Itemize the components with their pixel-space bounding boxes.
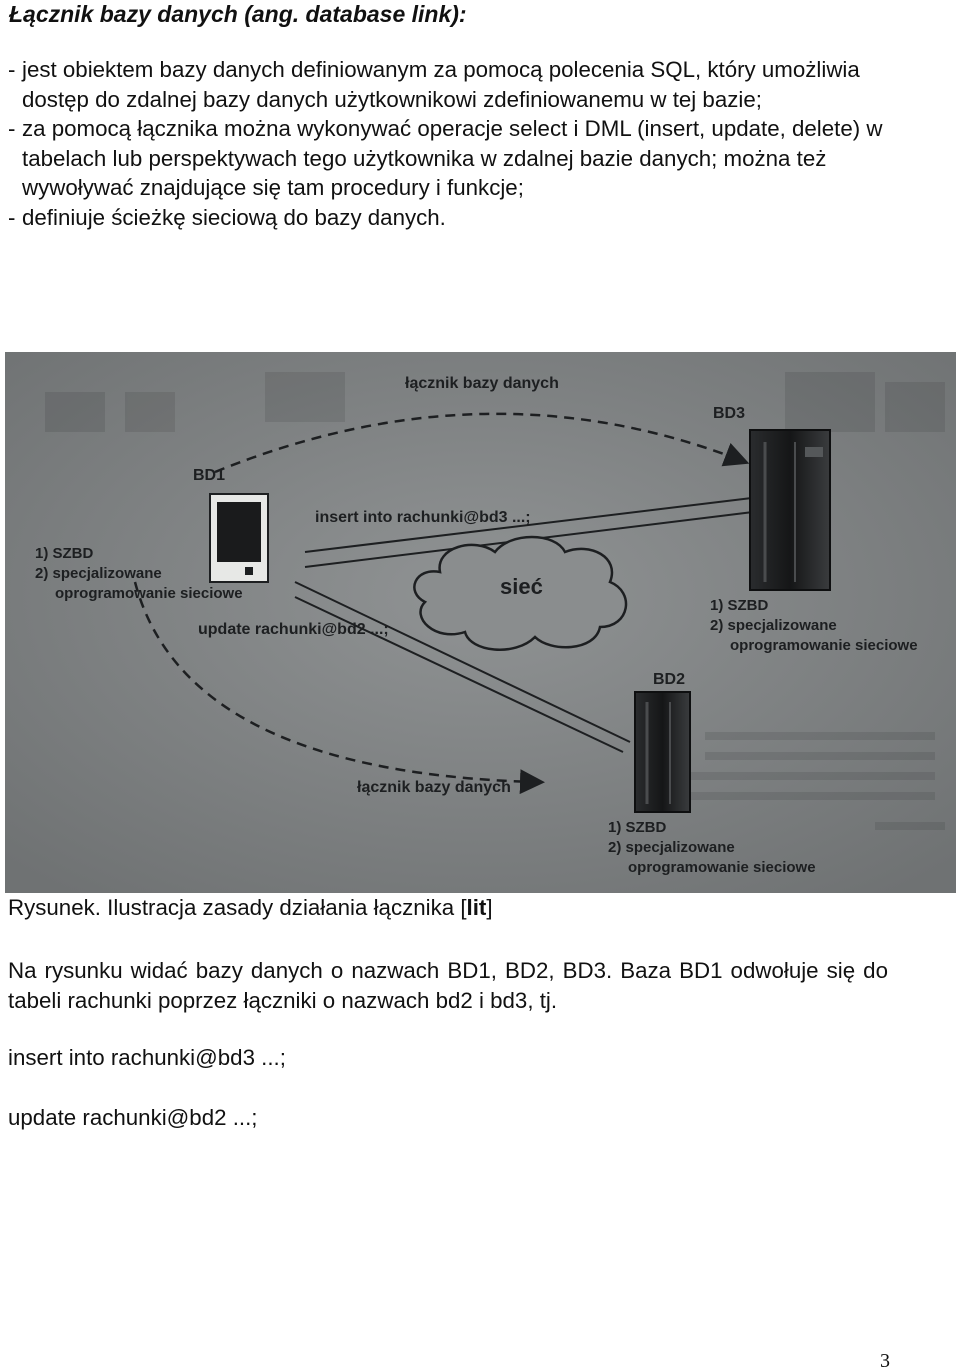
definition-item	[8, 55, 908, 114]
definition-item	[8, 114, 908, 203]
update-example: update rachunki@bd2 ...;	[8, 1105, 258, 1130]
bd3-label: BD3	[713, 405, 746, 422]
figure-caption	[8, 894, 493, 922]
network-label: sieć	[500, 574, 543, 599]
heading-term: Łącznik bazy danych	[9, 1, 238, 27]
bullet-dash: -	[8, 116, 16, 142]
bd1-list-item: 2) specjalizowane	[35, 565, 162, 582]
insert-command-label: insert into rachunki@bd3 ...;	[315, 509, 531, 526]
bd1-label: BD1	[193, 467, 226, 484]
bd3-server-icon	[750, 430, 830, 590]
bd2-list-item: 2) specjalizowane	[608, 839, 735, 856]
page-number: 3	[880, 1350, 890, 1372]
update-command-label: update rachunki@bd2 ...;	[198, 621, 389, 638]
definition-text: za pomocą łącznika można wykonywać operacje select i DML (insert, update, delete) w tabelach lub perspektywach tego użytkownika w zdalnej bazie danych; można też wywoływać znajdujące się tam procedury i funkcje;	[22, 116, 883, 201]
heading-english: (ang. database link):	[237, 1, 467, 27]
caption-prefix: Rysunek. Ilustracja zasady działania łącznika [	[8, 895, 467, 920]
insert-example: insert into rachunki@bd3 ...;	[8, 1045, 286, 1070]
bd1-list-item: 1) SZBD	[35, 545, 94, 562]
section-heading	[9, 0, 467, 28]
bd3-list-item: oprogramowanie sieciowe	[730, 637, 918, 654]
explanation-paragraph: Na rysunku widać bazy danych o nazwach BD1, BD2, BD3. Baza BD1 odwołuje się do tabeli rachunki poprzez łączniki o nazwach bd2 i bd3, tj.	[8, 958, 888, 1013]
bd2-label: BD2	[653, 671, 686, 688]
bd3-list-item: 1) SZBD	[710, 597, 769, 614]
bd1-computer-icon	[210, 494, 268, 582]
figure-illustration	[5, 352, 956, 893]
link-label-bottom: łącznik bazy danych	[357, 779, 511, 796]
database-link-figure	[5, 352, 956, 893]
bd2-server-icon	[635, 692, 690, 812]
definition-text: jest obiektem bazy danych definiowanym za pomocą polecenia SQL, który umożliwia dostęp do zdalnej bazy danych użytkownikowi zdefiniowanemu w tej bazie;	[22, 57, 860, 112]
caption-suffix: ]	[486, 895, 493, 920]
bd1-list-item: oprogramowanie sieciowe	[55, 585, 243, 602]
caption-reference: lit	[466, 895, 487, 920]
link-label-top: łącznik bazy danych	[405, 375, 559, 392]
bd3-list-item: 2) specjalizowane	[710, 617, 837, 634]
bullet-dash: -	[8, 57, 16, 82]
definition-item	[8, 203, 908, 233]
definition-text: definiuje ścieżkę sieciową do bazy danych.	[22, 204, 446, 230]
bd2-list-item: oprogramowanie sieciowe	[628, 859, 816, 876]
bd2-list-item: 1) SZBD	[608, 819, 667, 836]
definition-list	[8, 55, 908, 233]
bullet-dash: -	[8, 204, 16, 230]
